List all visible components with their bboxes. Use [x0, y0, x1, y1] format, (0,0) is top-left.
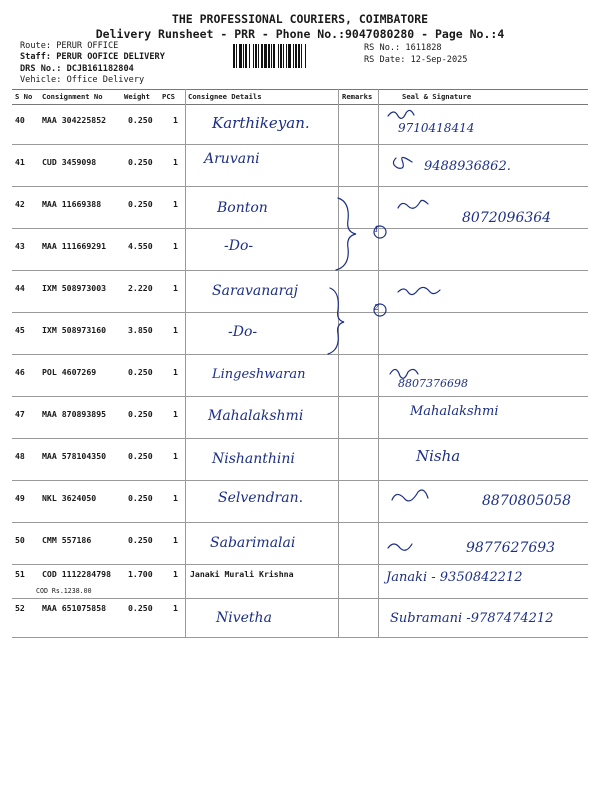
signature-scribble	[392, 490, 428, 501]
signature-phone: Subramani -9787474212	[390, 611, 554, 626]
row-weight: 0.250	[128, 115, 153, 125]
row-sno: 46	[15, 367, 25, 377]
row-sno: 40	[15, 115, 25, 125]
signature-name: Nisha	[416, 447, 461, 465]
row-sno: 48	[15, 451, 25, 461]
row-consignment: MAA 11669388	[42, 199, 102, 209]
signature-phone: 9488936862.	[424, 159, 511, 174]
row-pcs: 1	[173, 325, 178, 335]
signature-scribble	[393, 157, 412, 168]
row-weight: 0.250	[128, 451, 153, 461]
consignee-name: Sabarimalai	[210, 535, 296, 551]
row-weight: 0.250	[128, 603, 153, 613]
row-consignment: NKL 3624050	[42, 493, 97, 503]
row-consignment: CUD 3459098	[42, 157, 97, 167]
row-sno: 50	[15, 535, 25, 545]
annotation-number: 2	[374, 303, 380, 312]
brace-rows-42-43	[336, 198, 356, 270]
cod-amount: COD Rs.1238.00	[36, 587, 92, 595]
consignee-name: Lingeshwaran	[212, 367, 306, 382]
consignee-name: Bonton	[217, 200, 268, 216]
col-seal-signature: Seal & Signature	[402, 92, 472, 101]
signature-scribble	[388, 110, 414, 118]
row-pcs: 1	[173, 569, 178, 579]
row-pcs: 1	[173, 409, 178, 419]
consignee-name: Saravanaraj	[212, 283, 298, 299]
consignee-name: Mahalakshmi	[208, 408, 304, 424]
row-pcs: 1	[173, 199, 178, 209]
consignee-name: Janaki Murali Krishna	[190, 569, 294, 579]
row-consignment: IXM 508973003	[42, 283, 107, 293]
row-weight: 2.220	[128, 283, 153, 293]
consignee-name: Nishanthini	[212, 451, 295, 467]
row-weight: 1.700	[128, 569, 153, 579]
row-sno: 51	[15, 569, 25, 579]
row-sno: 41	[15, 157, 25, 167]
signature-phone: 8072096364	[462, 210, 552, 226]
row-weight: 3.850	[128, 325, 153, 335]
row-sno: 44	[15, 283, 25, 293]
col-pcs: PCS	[162, 92, 175, 101]
col-weight: Weight	[124, 92, 150, 101]
signature-phone: Janaki - 9350842212	[386, 570, 523, 585]
page-title: THE PROFESSIONAL COURIERS, COIMBATORE	[171, 12, 429, 26]
row-sno: 52	[15, 603, 25, 613]
row-pcs: 1	[173, 283, 178, 293]
row-consignment: MAA 578104350	[42, 451, 107, 461]
row-pcs: 1	[173, 157, 178, 167]
row-pcs: 1	[173, 451, 178, 461]
row-weight: 0.250	[128, 409, 153, 419]
row-consignment: MAA 651075858	[42, 603, 107, 613]
signature-scribble	[398, 200, 428, 208]
row-consignment: POL 4607269	[42, 367, 97, 377]
row-weight: 0.250	[128, 157, 153, 167]
signature-scribble	[390, 369, 418, 378]
row-pcs: 1	[173, 603, 178, 613]
row-sno: 45	[15, 325, 25, 335]
row-pcs: 1	[173, 367, 178, 377]
annotation-number: 1	[374, 225, 380, 234]
row-pcs: 1	[173, 493, 178, 503]
signature-scribble	[398, 287, 440, 294]
consignee-name: -Do-	[224, 238, 254, 254]
row-weight: 0.250	[128, 535, 153, 545]
row-pcs: 1	[173, 115, 178, 125]
consignee-name: Aruvani	[204, 151, 260, 167]
row-sno: 42	[15, 199, 25, 209]
col-consignment: Consignment No	[42, 92, 103, 101]
route-label: Route: PERUR OFFICE	[20, 41, 119, 51]
rs-date: RS Date: 12-Sep-2025	[364, 55, 468, 65]
signature-phone: 9877627693	[466, 540, 556, 556]
row-consignment: CMM 557186	[42, 535, 92, 545]
row-consignment: MAA 304225852	[42, 115, 107, 125]
rs-number: RS No.: 1611828	[364, 43, 442, 53]
row-sno: 49	[15, 493, 25, 503]
drs-number: DRS No.: DCJB161182804	[20, 64, 134, 74]
runsheet-subtitle: Delivery Runsheet - PRR - Phone No.:9047080280 - Page No.:4	[95, 27, 505, 41]
row-sno: 43	[15, 241, 25, 251]
consignee-name: Selvendran.	[218, 490, 304, 506]
consignee-name: Karthikeyan.	[212, 114, 310, 132]
col-remarks: Remarks	[342, 92, 373, 101]
row-consignment: MAA 111669291	[42, 241, 107, 251]
row-sno: 47	[15, 409, 25, 419]
row-weight: 0.250	[128, 493, 153, 503]
vehicle-label: Vehicle: Office Delivery	[20, 75, 145, 85]
consignee-name: Nivetha	[216, 610, 272, 626]
brace-rows-44-45	[328, 288, 344, 354]
row-consignment: COD 1112284798	[42, 569, 112, 579]
signature-scribble	[388, 544, 412, 550]
signature-phone: 8807376698	[398, 377, 468, 390]
row-weight: 0.250	[128, 367, 153, 377]
signature-phone: 8870805058	[482, 493, 572, 509]
row-pcs: 1	[173, 241, 178, 251]
row-weight: 0.250	[128, 199, 153, 209]
signature-name: Mahalakshmi	[410, 404, 499, 419]
staff-label: Staff: PERUR OOFICE DELIVERY	[20, 52, 165, 62]
col-consignee: Consignee Details	[188, 92, 262, 101]
row-consignment: IXM 508973160	[42, 325, 107, 335]
row-weight: 4.550	[128, 241, 153, 251]
row-pcs: 1	[173, 535, 178, 545]
col-sno: S No	[15, 92, 33, 101]
consignee-name: -Do-	[228, 324, 258, 340]
row-consignment: MAA 870893895	[42, 409, 107, 419]
signature-phone: 9710418414	[398, 121, 475, 135]
